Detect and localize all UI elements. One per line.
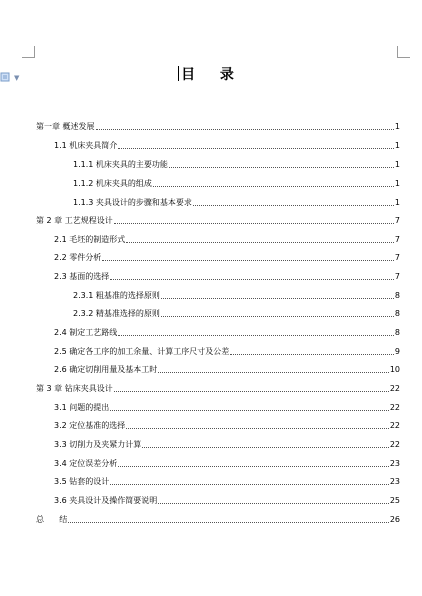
toc-entry-page: 8	[394, 309, 400, 318]
toc-leader	[142, 446, 389, 448]
toc-entry[interactable]	[36, 511, 400, 525]
toc-entry[interactable]	[54, 436, 400, 450]
toc-entry[interactable]	[73, 156, 400, 170]
toc-entry-label: 1.1.3 夹具设计的步骤和基本要求	[73, 198, 192, 207]
toc-entry-page: 1	[394, 122, 400, 131]
toc-entry-label: 2.3.2 精基准选择的原则	[73, 309, 160, 318]
toc-entry[interactable]	[54, 137, 400, 151]
toc-entry[interactable]	[73, 287, 400, 301]
toc-entry[interactable]	[54, 455, 400, 469]
toc-leader	[110, 278, 394, 280]
toc-leader	[114, 222, 394, 224]
toc-entry-page: 10	[389, 365, 400, 374]
toc-entry-page: 22	[389, 421, 400, 430]
toc-title-text: 目 录	[181, 67, 244, 83]
toc-entry-label: 3.5 钻套的设计	[54, 477, 110, 486]
toc-entry-page: 23	[389, 459, 400, 468]
toc-entry-page: 22	[389, 384, 400, 393]
toc-entry-page: 22	[389, 403, 400, 412]
toc-entry[interactable]	[73, 305, 400, 319]
toc-entry[interactable]	[54, 473, 400, 487]
toc-entry-label: 1.1.1 机床夹具的主要功能	[73, 160, 168, 169]
toc-leader	[110, 483, 389, 485]
toc-entry-label: 2.6 确定切削用量及基本工时	[54, 365, 158, 374]
toc-leader	[96, 128, 394, 130]
toc-leader	[118, 147, 394, 149]
toc-entry-label: 2.3.1 粗基准的选择原则	[73, 291, 160, 300]
toc-entry-label: 3.1 问题的提出	[54, 403, 110, 412]
toc-entry-label: 2.4 制定工艺路线	[54, 328, 118, 337]
toc-entry[interactable]	[54, 249, 400, 263]
toc-leader	[161, 297, 394, 299]
toc-leader	[114, 390, 389, 392]
toc-entry-page: 8	[394, 291, 400, 300]
toc-entry-page: 1	[394, 141, 400, 150]
toc-entry[interactable]	[36, 118, 400, 132]
chevron-down-icon[interactable]: ▼	[14, 74, 20, 82]
toc-entry-page: 7	[394, 216, 400, 225]
toc-entry[interactable]	[54, 343, 400, 357]
toc-entry-label: 1.1 机床夹具简介	[54, 141, 118, 150]
toc-entry-label: 3.6 夹具设计及操作简要说明	[54, 496, 158, 505]
toc-entry-label: 第一章 概述发展	[36, 122, 95, 131]
toc-entry-label: 3.3 切削力及夹紧力计算	[54, 440, 142, 449]
toc-entry[interactable]	[73, 194, 400, 208]
toc-entry-label: 3.4 定位误差分析	[54, 459, 118, 468]
toc-entry-page: 7	[394, 272, 400, 281]
toc-entry-page: 9	[394, 347, 400, 356]
toc-leader	[126, 241, 394, 243]
toc-leader	[153, 185, 394, 187]
toc-entry-page: 23	[389, 477, 400, 486]
toc-leader	[230, 353, 394, 355]
toc-leader	[68, 521, 389, 523]
toc-entry-label: 3.2 定位基准的选择	[54, 421, 126, 430]
toc-entry-page: 1	[394, 160, 400, 169]
toc-entry-label: 2.5 确定各工序的加工余量、计算工序尺寸及公差	[54, 347, 230, 356]
toc-entry[interactable]	[54, 417, 400, 431]
toc-entry-page: 22	[389, 440, 400, 449]
toc-entry-label: 第 2 章 工艺规程设计	[36, 216, 113, 225]
toc-leader	[118, 465, 389, 467]
toc-entry-label: 2.3 基面的选择	[54, 272, 110, 281]
toc-entry[interactable]	[73, 175, 400, 189]
toc-entry[interactable]	[36, 212, 400, 226]
toc-leader	[126, 427, 389, 429]
toc-leader	[158, 502, 389, 504]
toc-leader	[110, 409, 389, 411]
toc-entry-page: 26	[389, 515, 400, 524]
toc-entry[interactable]	[36, 380, 400, 394]
toc-entry-page: 8	[394, 328, 400, 337]
toc-entry-label: 总 结	[36, 515, 68, 524]
toc-entry-page: 25	[389, 496, 400, 505]
toc-entry-label: 第 3 章 钻床夹具设计	[36, 384, 113, 393]
toc-entry[interactable]	[54, 268, 400, 282]
toc-leader	[102, 259, 394, 261]
toc-leader	[169, 166, 394, 168]
toc-entry[interactable]	[54, 492, 400, 506]
toc-entry-label: 2.2 零件分析	[54, 253, 102, 262]
toc-leader	[118, 334, 394, 336]
toc-entry-page: 7	[394, 253, 400, 262]
toc-entry[interactable]	[54, 324, 400, 338]
toc-entry-page: 1	[394, 198, 400, 207]
toc-entry[interactable]	[54, 231, 400, 245]
toc-entry-page: 1	[394, 179, 400, 188]
toc-leader	[161, 315, 394, 317]
toc-entry-page: 7	[394, 235, 400, 244]
toc-leader	[193, 204, 394, 206]
toc-entry-label: 2.1 毛坯的制造形式	[54, 235, 126, 244]
toc-entry[interactable]	[54, 399, 400, 413]
toc-entry[interactable]	[54, 361, 400, 375]
toc-leader	[158, 371, 389, 373]
toc-entry-label: 1.1.2 机床夹具的组成	[73, 179, 152, 188]
